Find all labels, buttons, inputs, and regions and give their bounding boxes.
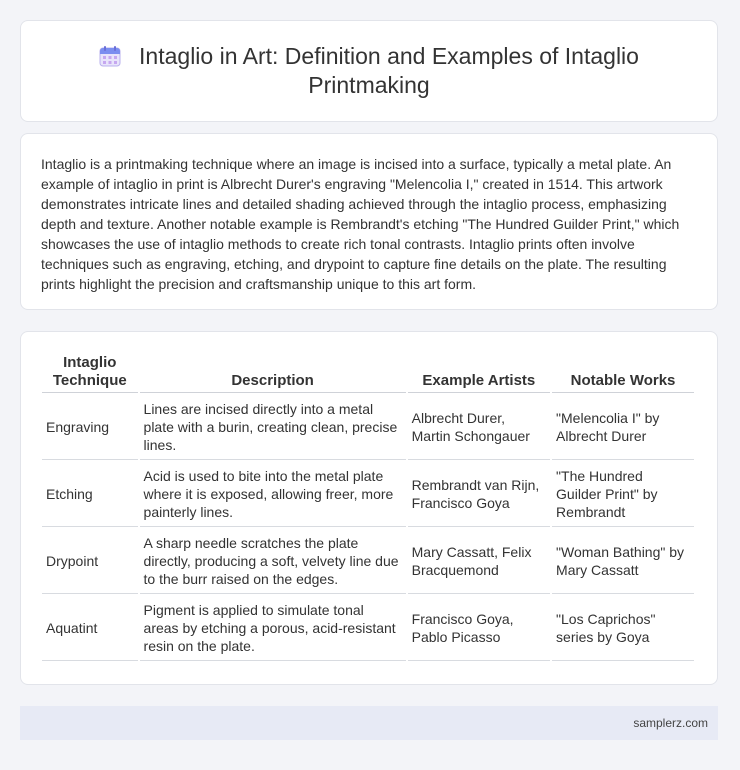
cell-works: "Los Caprichos" series by Goya (552, 596, 694, 661)
intro-card (20, 133, 718, 310)
footer-site-link[interactable]: samplerz.com (633, 716, 708, 730)
table-header-row (42, 354, 694, 393)
cell-technique: Etching (42, 462, 138, 527)
table-card (20, 331, 718, 685)
cell-technique: Aquatint (42, 596, 138, 661)
table-row (42, 529, 694, 594)
footer (20, 706, 718, 740)
table-row (42, 462, 694, 527)
header-description: Description (140, 354, 406, 393)
intro-paragraph: Intaglio is a printmaking technique where an image is incised into a surface, typically a metal plate. An example of intaglio in print is Albrecht Durer's engraving "Melencolia I," created in 1514. This artwork demonstrates intricate lines and detailed shading achieved through the intaglio process, emphasizing depth and texture. Another notable example is Rembrandt's etching "The Hundred Guilder Print," which showcases the use of intaglio methods to create rich tonal contrasts. Intaglio prints often involve techniques such as engraving, etching, and drypoint to capture fine details on the plate. The resulting prints highlight the precision and craftsmanship unique to this art form. (41, 156, 680, 292)
title-card (20, 20, 718, 122)
cell-description: Acid is used to bite into the metal plate where it is exposed, allowing freer, more painterly lines. (140, 462, 406, 527)
cell-description: A sharp needle scratches the plate directly, producing a soft, velvety line due to the burr raised on the edges. (140, 529, 406, 594)
cell-artists: Mary Cassatt, Felix Bracquemond (408, 529, 550, 594)
header-works: Notable Works (552, 354, 694, 393)
techniques-table (40, 352, 696, 663)
cell-works: "The Hundred Guilder Print" by Rembrandt (552, 462, 694, 527)
cell-artists: Rembrandt van Rijn, Francisco Goya (408, 462, 550, 527)
header-technique: Intaglio Technique (42, 354, 138, 393)
cell-artists: Francisco Goya, Pablo Picasso (408, 596, 550, 661)
cell-works: "Woman Bathing" by Mary Cassatt (552, 529, 694, 594)
page-title: Intaglio in Art: Definition and Examples of Intaglio Printmaking (139, 43, 639, 98)
header-artists: Example Artists (408, 354, 550, 393)
table-row (42, 596, 694, 661)
table-row (42, 395, 694, 460)
cell-technique: Engraving (42, 395, 138, 460)
cell-artists: Albrecht Durer, Martin Schongauer (408, 395, 550, 460)
cell-description: Lines are incised directly into a metal plate with a burin, creating clean, precise lines. (140, 395, 406, 460)
calendar-icon (99, 45, 121, 67)
cell-description: Pigment is applied to simulate tonal areas by etching a porous, acid-resistant resin on the plate. (140, 596, 406, 661)
cell-works: "Melencolia I" by Albrecht Durer (552, 395, 694, 460)
cell-technique: Drypoint (42, 529, 138, 594)
page-title-wrap (59, 42, 679, 100)
